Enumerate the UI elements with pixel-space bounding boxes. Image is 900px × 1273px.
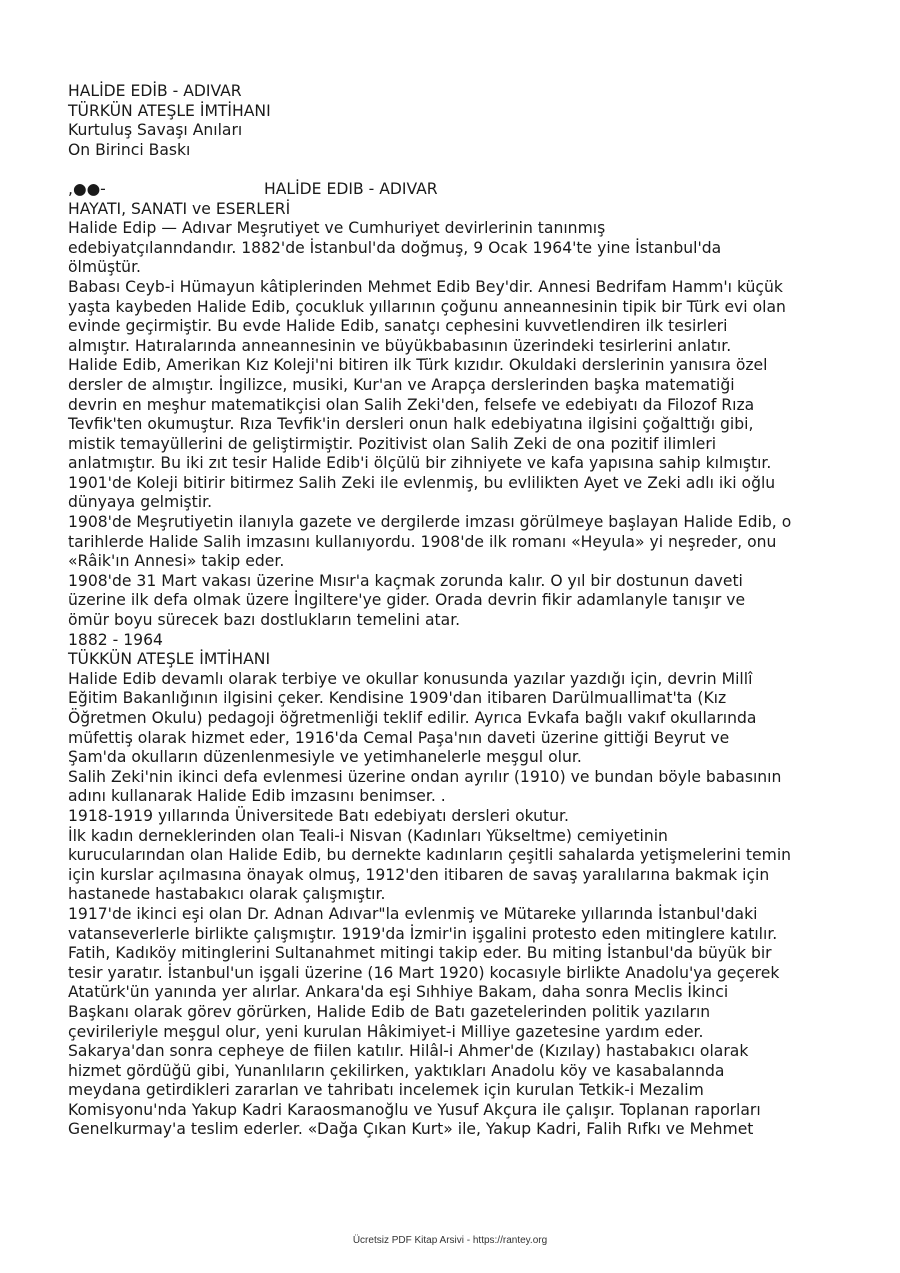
- edition-label: On Birinci Baskı: [68, 140, 191, 159]
- header-author: HALİDE EDİB - ADIVAR: [68, 82, 242, 100]
- text-line: hizmet gördüğü gibi, Yunanlıların çekilirken, yaktıkları Anadolu köy ve kasabalannda: [68, 1061, 725, 1080]
- text-line: için kurslar açılmasına önayak olmuş, 1912'den itibaren de savaş yaralılarına bakmak için: [68, 865, 770, 884]
- text-line: Babası Ceyb-i Hümayun kâtiplerinden Mehmet Edib Bey'dir. Annesi Bedrifam Hamm'ı küçük: [68, 277, 783, 296]
- text-line: Salih Zeki'nin ikinci defa evlenmesi üzerine ondan ayrılır (1910) ve bundan böyle babasının: [68, 767, 782, 786]
- text-line: Halide Edib, Amerikan Kız Koleji'ni bitiren ilk Türk kızıdır. Okuldaki derslerinin yanısıra özel: [68, 356, 768, 375]
- text-line: 1918-1919 yıllarında Üniversitede Batı edebiyatı dersleri okutur.: [68, 806, 569, 825]
- text-line: tarihlerde Halide Salih imzasını kullanıyordu. 1908'de ilk romanı «Heyula» yi neşreder, onu: [68, 532, 777, 551]
- text-line: hastanede hastabakıcı olarak çalışmıştır.: [68, 885, 386, 904]
- text-line: meydana getirdikleri zararlan ve tahribatı incelemek için kurulan Tetkik-i Mezalim: [68, 1081, 704, 1100]
- text-line: ölmüştür.: [68, 258, 142, 277]
- text-line: 1901'de Koleji bitirir bitirmez Salih Zeki ile evlenmiş, bu evlilikten Ayet ve Zeki adlı iki oğlu: [68, 473, 776, 492]
- text-line: Başkanı olarak görev görürken, Halide Edib de Batı gazetelerinden politik yazıların: [68, 1002, 711, 1021]
- text-line: Sakarya'dan sonra cepheye de fiilen katılır. Hilâl-i Ahmer'de (Kızılay) hastabakıcı olarak: [68, 1042, 749, 1061]
- text-line: Genelkurmay'a teslim ederler. «Dağa Çıkan Kurt» ile, Yakup Kadri, Falih Rıfkı ve Mehmet: [68, 1120, 754, 1139]
- text-line: Atatürk'ün yanında yer alırlar. Ankara'da eşi Sıhhiye Bakam, daha sonra Meclis İkinci: [68, 983, 729, 1002]
- section-author-line: [68, 180, 848, 200]
- book-title: TÜRKÜN ATEŞLE İMTİHANI: [68, 101, 271, 120]
- text-line: «Râik'ın Annesi» takip eder.: [68, 552, 285, 571]
- text-line: 1908'de Meşrutiyetin ilanıyla gazete ve dergilerde imzası görülmeye başlayan Halide Edib, o: [68, 513, 792, 532]
- text-line: tesir yaratır. İstanbul'un işgali üzerine (16 Mart 1920) kocasıyle birlikte Anadolu'ya geçerek: [68, 963, 780, 982]
- text-line: adını kullanarak Halide Edib imzasını benimser. .: [68, 787, 446, 806]
- body-text: [68, 219, 848, 1140]
- text-line: 1908'de 31 Mart vakası üzerine Mısır'a kaçmak zorunda kalır. O yıl bir dostunun daveti: [68, 571, 743, 590]
- text-line: kurucularından olan Halide Edib, bu dernekte kadınların çeşitli sahalarda yetişmelerini temin: [68, 846, 792, 865]
- spacer: [68, 160, 848, 180]
- text-line: dünyaya gelmiştir.: [68, 493, 213, 512]
- text-line: mistik temayüllerini de geliştirmiştir. Pozitivist olan Salih Zeki de ona pozitif ilimleri: [68, 434, 717, 453]
- decorative-mark: ,●●-: [68, 179, 106, 198]
- text-line: Fatih, Kadıköy mitinglerini Sultanahmet mitingi takip eder. Bu miting İstanbul'da büyük bir: [68, 944, 772, 963]
- text-line: Halide Edip — Adıvar Meşrutiyet ve Cumhuriyet devirlerinin tanınmış: [68, 219, 606, 238]
- text-line: Eğitim Bakanlığının ilgisini çeker. Kendisine 1909'dan itibaren Darülmuallimat'ta (Kız: [68, 689, 727, 708]
- text-line: dersler de almıştır. İngilizce, musiki, Kur'an ve Arapça derslerinden başka matematiği: [68, 375, 735, 394]
- section-heading: HAYATI, SANATI ve ESERLERİ: [68, 199, 291, 218]
- text-line: vatanseverlerle birlikte çalışmıştır. 1919'da İzmir'in işgalini protesto eden mitinglere katılır.: [68, 924, 778, 943]
- text-line: Tevfik'ten okumuştur. Rıza Tevfik'in dersleri onun halk edebiyatına ilgisini çoğalttığı gibi,: [68, 415, 754, 434]
- text-line: Komisyonu'nda Yakup Kadri Karaosmanoğlu ve Yusuf Akçura ile çalışır. Toplanan raporları: [68, 1100, 761, 1119]
- document-body: [68, 82, 848, 1140]
- text-line: 1882 - 1964: [68, 630, 163, 649]
- text-line: TÜKKÜN ATEŞLE İMTİHANI: [68, 650, 271, 669]
- text-line: Öğretmen Okulu) pedagoji öğretmenliği teklif edilir. Ayrıca Evkafa bağlı vakıf okullarında: [68, 709, 757, 727]
- text-line: almıştır. Hatıralarında anneannesinin ve büyükbabasının üzerindeki tesirlerini anlatır.: [68, 336, 732, 355]
- text-line: 1917'de ikinci eşi olan Dr. Adnan Adıvar"la evlenmiş ve Mütareke yıllarında İstanbul'daki: [68, 904, 758, 923]
- text-line: Halide Edib devamlı olarak terbiye ve okullar konusunda yazılar yazdığı için, devrin Millî: [68, 669, 753, 688]
- text-line: yaşta kaybeden Halide Edib, çocukluk yıllarının çoğunu anneannesinin tipik bir Türk evi olan: [68, 297, 786, 316]
- text-line: çevirileriyle meşgul olur, yeni kurulan Hâkimiyet-i Milliye gazetesine yardım eder.: [68, 1022, 704, 1041]
- footer-text: Ücretsiz PDF Kitap Arsivi - https://rantey.org: [352, 1235, 548, 1246]
- section-author: HALİDE EDIB - ADIVAR: [264, 179, 438, 198]
- book-subtitle: Kurtuluş Savaşı Anıları: [68, 121, 243, 140]
- text-line: edebiyatçılanndandır. 1882'de İstanbul'da doğmuş, 9 Ocak 1964'te yine İstanbul'da: [68, 238, 722, 257]
- text-line: devrin en meşhur matematikçisi olan Salih Zeki'den, felsefe ve edebiyatı da Filozof Rıza: [68, 395, 755, 414]
- text-line: evinde geçirmiştir. Bu evde Halide Edib, sanatçı cephesini kuvvetlendiren ilk tesirleri: [68, 317, 728, 336]
- text-line: anlatmıştır. Bu iki zıt tesir Halide Edib'i ölçülü bir zihniyete ve kafa yapısına sahip kılmıştır.: [68, 454, 772, 473]
- text-line: Şam'da okulların düzenlenmesiyle ve yetimhanelerle meşgul olur.: [68, 748, 582, 767]
- text-line: İlk kadın derneklerinden olan Teali-i Nisvan (Kadınları Yükseltme) cemiyetinin: [68, 826, 668, 845]
- text-line: müfettiş olarak hizmet eder, 1916'da Cemal Paşa'nın daveti üzerine gittiği Beyrut ve: [68, 728, 730, 747]
- text-line: ömür boyu sürecek bazı dostlukların temelini atar.: [68, 611, 461, 630]
- text-line: üzerine ilk defa olmak üzere İngiltere'ye gider. Orada devrin fikir adamlanyle tanışır ve: [68, 591, 746, 610]
